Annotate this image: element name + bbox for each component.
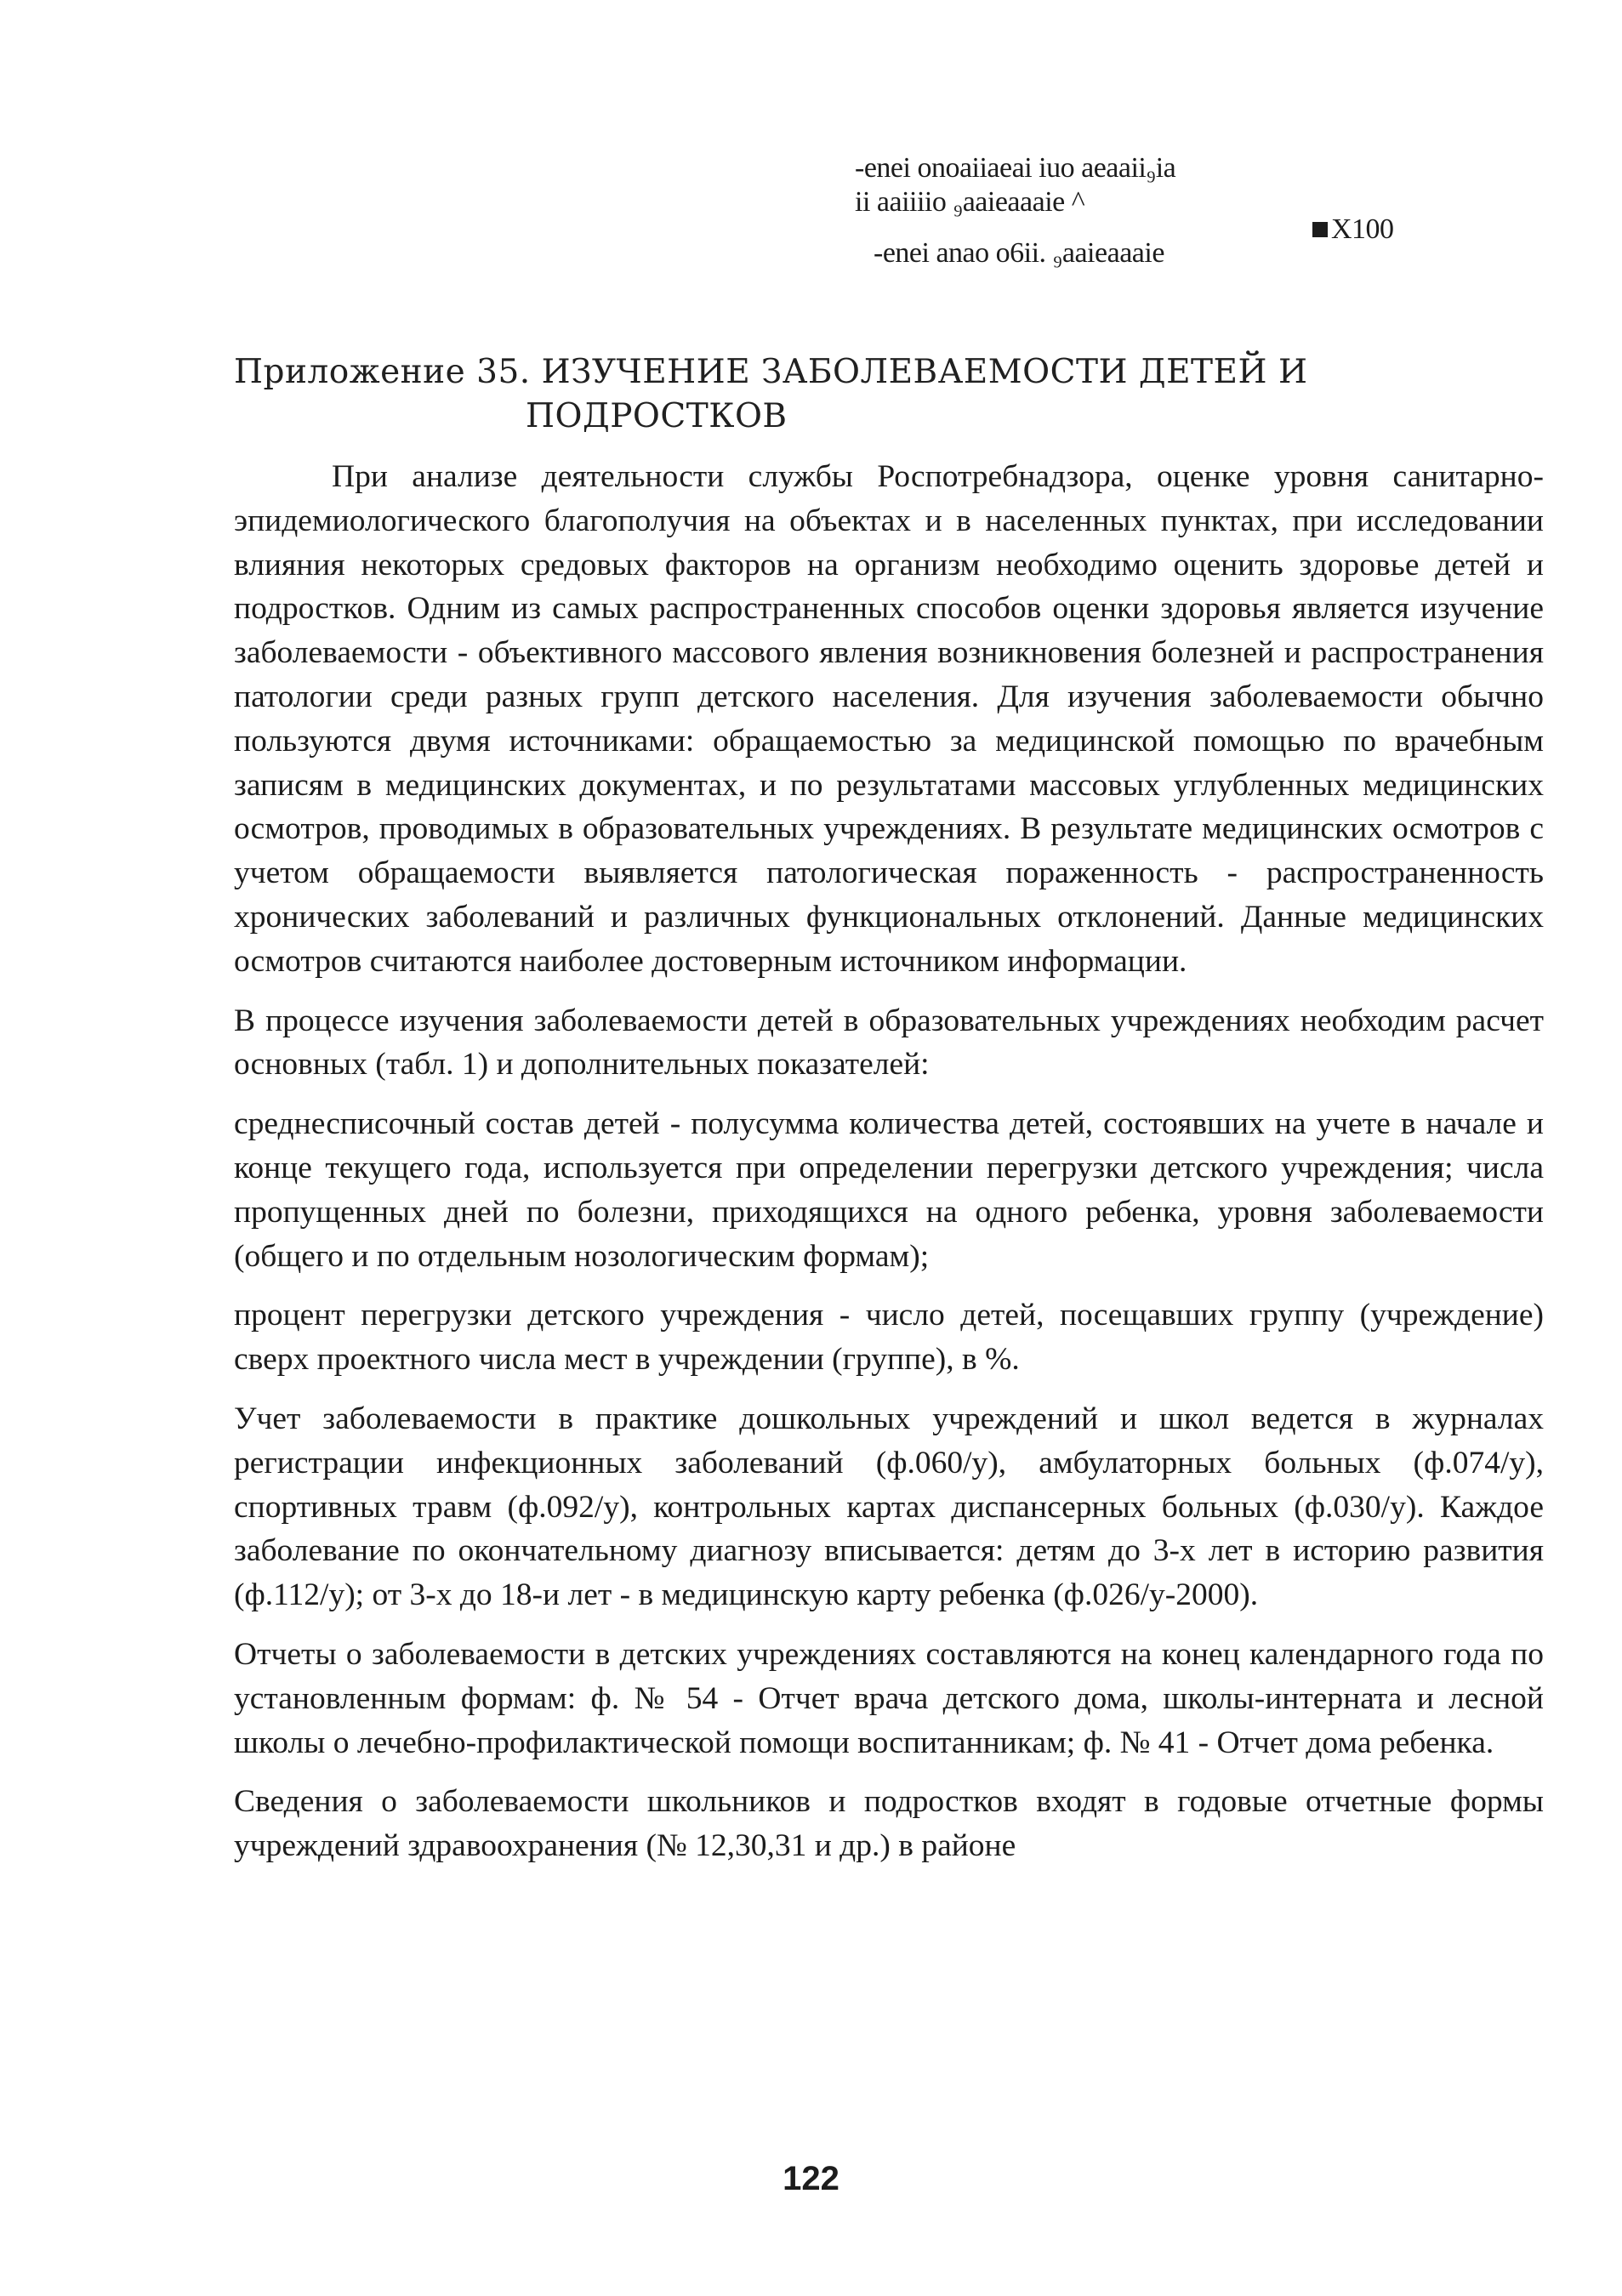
paragraph: процент перегрузки детского учреждения - число детей, посещавших группу (учреждение) сверх проектного числа мест в учреждении (группе), в %. (234, 1298, 1544, 1378)
paragraph: среднесписочный состав детей - полусумма количества детей, состоявших на учете в начале и конце текущего года, используется при определении перегрузки детского учреждения; числа пропущенных дней по болезни, приходящихся на одного ребенка, уровня заболеваемости (общего и по отдельным нозологическим формам); (234, 1106, 1544, 1274)
paragraph: В процессе изучения заболеваемости детей в образовательных учреждениях необходим расчет основных (табл. 1) и дополнительных показателей: (234, 1003, 1544, 1083)
page-number: 122 (783, 2160, 839, 2197)
formula-block (855, 151, 1399, 270)
paragraph: Учет заболеваемости в практике дошкольных учреждений и школ ведется в журналах регистрации инфекционных заболеваний (ф.060/у), амбулаторных больных (ф.074/у), спортивных травм (ф.092/у), контрольных картах диспансерных больных (ф.030/у). Каждое заболевание по окончательному диагнозу вписывается: детям до 3-х лет в историю развития (ф.112/у); от 3-х до 18-и лет - в медицинскую карту ребенка (ф.026/у-2000). (234, 1401, 1544, 1613)
heading-line-2: ПОДРОСТКОВ (526, 397, 788, 435)
formula-numerator-line-1: -enei onoaiiaeai iuo aeaaii₉ia (855, 152, 1176, 184)
formula-denominator: -enei anao o6ii. ₉aaieaaaie (874, 237, 1164, 269)
paragraph: Сведения о заболеваемости школьников и подростков входят в годовые отчетные формы учреждений здравоохранения (№ 12,30,31 и др.) в районе (234, 1784, 1544, 1864)
formula-multiplier (1312, 213, 1394, 247)
formula-numerator-line-2: ii aaiiiio ₉aaieaaaie ^ (855, 186, 1085, 218)
formula-multiplier-text: X100 (1331, 213, 1394, 245)
paragraph: Отчеты о заболеваемости в детских учреждениях составляются на конец календарного года по установленным формам: ф. № 54 - Отчет врача детского дома, школы-интерната и лесной школы о лечебно-профилактической помощи воспитанникам; ф. № 41 - Отчет дома ребенка. (234, 1636, 1544, 1760)
multiply-square-icon (1312, 222, 1328, 237)
paragraph: При анализе деятельности службы Роспотребнадзора, оценке уровня санитарно-эпидемиологического благополучия на объектах и в населенных пунктах, при исследовании влияния некоторых средовых факторов на организм необходимо оценить здоровье детей и подростков. Одним из самых распространенных способов оценки здоровья является изучение заболеваемости - объективного массового явления возникновения болезней и распространения патологии среди разных групп детского населения. Для изучения заболеваемости обычно пользуются двумя источниками: обращаемостью за медицинской помощью по врачебным записям в медицинских документах, и по результатами массовых углубленных медицинских осмотров, проводимых в образовательных учреждениях. В результате медицинских осмотров с учетом обращаемости выявляется патологическая пораженность - распространенность хронических заболеваний и различных функциональных отклонений. Данные медицинских осмотров считаются наиболее достоверным источником информации. (234, 459, 1544, 979)
body-text (234, 455, 1544, 1884)
appendix-heading (234, 350, 1425, 439)
heading-line-1: Приложение 35. ИЗУЧЕНИЕ ЗАБОЛЕВАЕМОСТИ ДЕТЕЙ И (234, 353, 1308, 391)
